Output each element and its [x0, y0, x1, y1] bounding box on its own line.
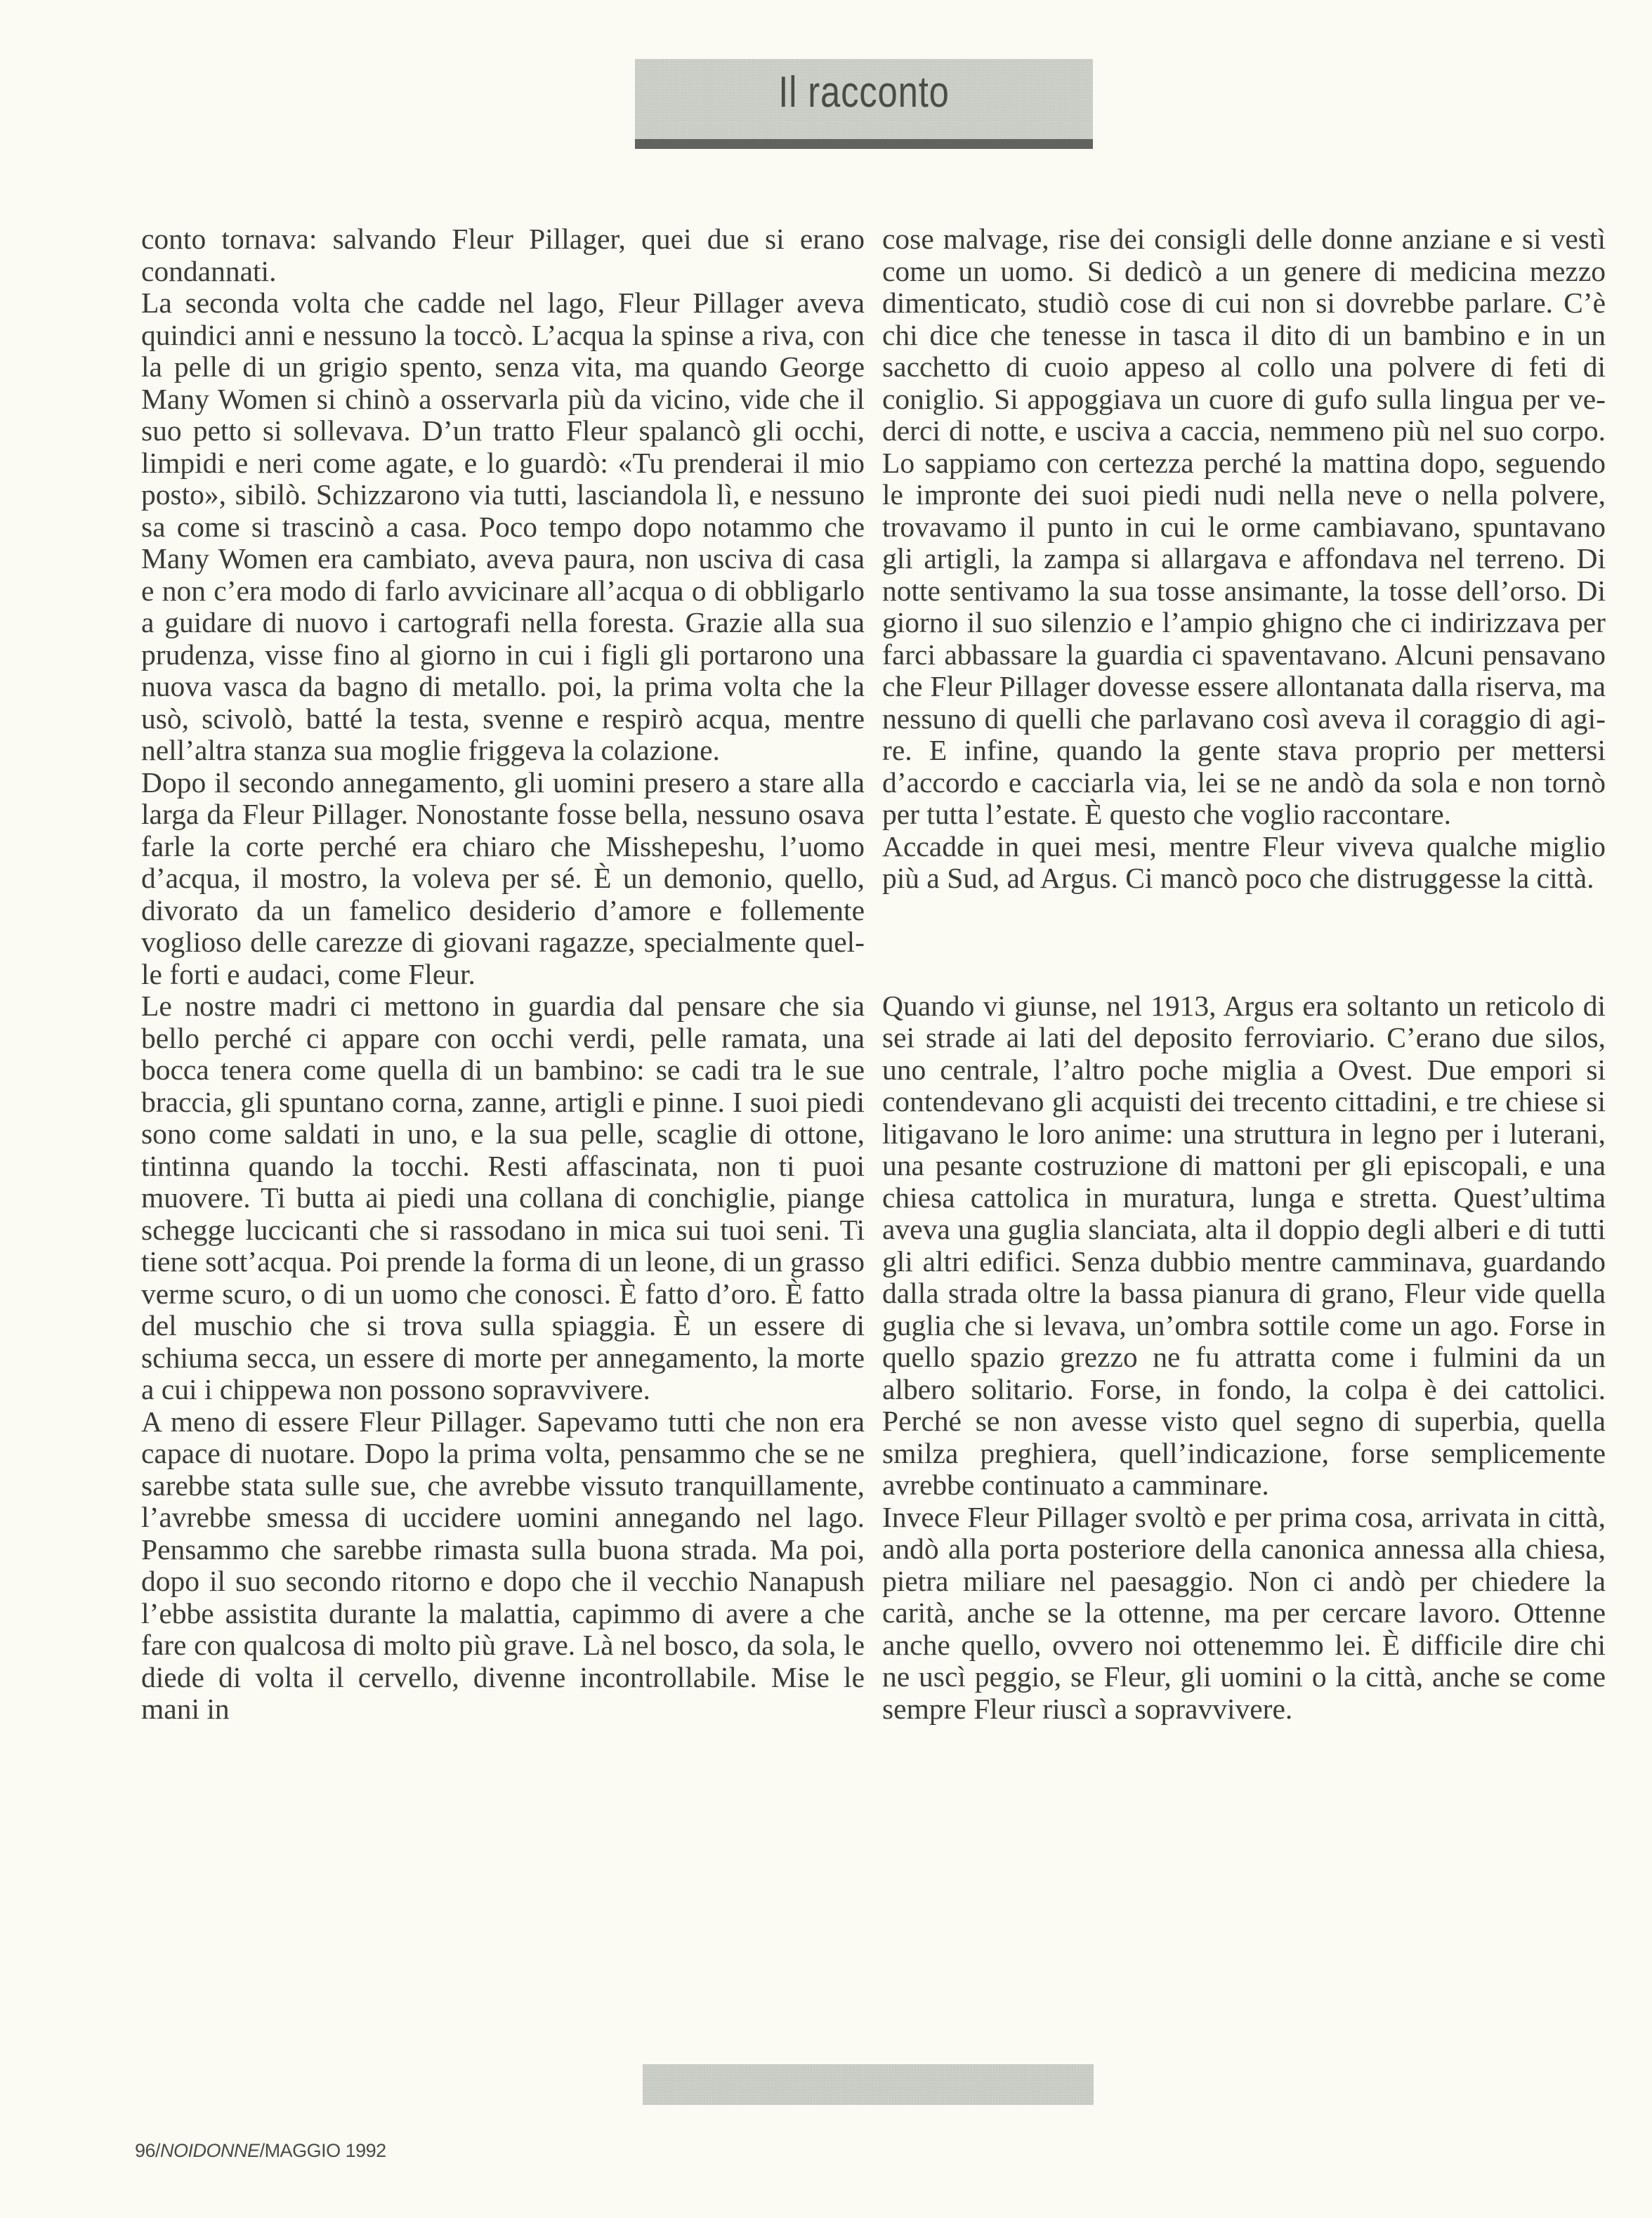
paragraph: A meno di essere Fleur Pillager. Sapevamo tutti che non era capace di nuotare. Dopo la prima volta, pensammo che se ne sarebbe stata sulle sue, che avrebbe vissuto tranquillamente, l’avrebbe smessa di uccidere uomini annegando nel lago. Pensammo che sarebbe rimasta sulla buona strada. Ma poi, dopo il suo secondo ritorno e dopo che il vecchio Nanapush l’ebbe assistita durante la malattia, capimmo di avere a che fare con qualcosa di molto più grave. Là nel bosco, da sola, le diede di volta il cervello, divenne incontrollabile. Mise le mani in	[141, 1405, 865, 1725]
left-text-column	[141, 223, 865, 1726]
section-title: Il racconto	[778, 68, 950, 117]
header-underline-rule	[635, 139, 1093, 149]
paragraph: Dopo il secondo annegamento, gli uomini presero a stare alla larga da Fleur Pillager. Nonostante fosse bella, nessuno osava farle la corte perché era chiaro che Misshepeshu, l’uomo d’acqua, il mostro, la voleva per sé. È un demonio, quello, divorato da un famelico desiderio d’amore e follemente voglioso delle carezze di giovani ragazze, specialmente quelle forti e audaci, come Fleur.	[141, 766, 865, 990]
section-header	[635, 59, 1093, 149]
decorative-bottom-bar	[643, 2064, 1094, 2105]
paragraph: conto tornava: salvando Fleur Pillager, quei due si erano condannati.	[141, 223, 865, 287]
paragraph: Accadde in quei mesi, mentre Fleur viveva qualche miglio più a Sud, ad Argus. Ci mancò poco che distruggesse la città.	[882, 829, 1606, 894]
paragraph: cose malvage, rise dei consigli delle donne anziane e si vestì come un uomo. Si dedicò a un genere di medicina mezzo dimenticato, studiò cose di cui non si dovrebbe parlare. C’è chi dice che tenesse in tasca il dito di un bambino e in un sacchetto di cuoio appeso al collo una polvere di feti di coniglio. Si appoggiava un cuore di gufo sulla lingua per vederci di notte, e usciva a caccia, nemmeno più nel suo corpo. Lo sappiamo con certezza perché la mattina dopo, seguendo le impronte dei suoi piedi nudi nella neve o nella polvere, trovavamo il punto in cui le orme cambiavano, spuntavano gli artigli, la zampa si allargava e affondava nel terreno. Di notte sentivamo la sua tosse ansimante, la tosse dell’orso. Di giorno il suo silenzio e l’ampio ghigno che ci indirizzava per farci abbassare la guardia ci spaventavano. Alcuni pensavano che Fleur Pillager dovesse essere allontanata dalla riserva, ma nessuno di quelli che parlavano così aveva il coraggio di agire. E infine, quando la gente stava proprio per mettersi d’accordo e cacciarla via, lei se ne andò da sola e non tornò per tutta l’estate. È questo che voglio raccontare.	[882, 223, 1606, 830]
right-text-column	[882, 223, 1606, 1725]
issue-date: /MAGGIO 1992	[259, 2140, 386, 2161]
paragraph: La seconda volta che cadde nel lago, Fleur Pillager aveva quindici anni e nessuno la toccò. L’acqua la spinse a riva, con la pelle di un grigio spento, senza vita, ma quando George Many Women si chinò a osservarla più da vicino, vide che il suo petto si sollevava. D’un tratto Fleur spalancò gli occhi, limpidi e neri come agate, e lo guardò: «Tu prenderai il mio posto», sibilò. Schizzarono via tutti, lasciandola lì, e nessuno sa come si trascinò a casa. Poco tempo dopo notammo che Many Women era cambiato, aveva paura, non usciva di casa e non c’era modo di farlo avvicinare all’acqua o di obbligarlo a guidare di nuovo i cartografi nella foresta. Grazie alla sua prudenza, visse fino al giorno in cui i figli gli portarono una nuova vasca da bagno di metallo. poi, la prima volta che la usò, scivolò, batté la testa, svenne e respirò acqua, mentre nell’altra stanza sua moglie friggeva la colazione.	[141, 287, 865, 766]
page-number: 96/	[135, 2140, 161, 2161]
magazine-name: NOIDONNE	[160, 2140, 260, 2161]
page-footer	[135, 2140, 386, 2162]
paragraph: Quando vi giunse, nel 1913, Argus era soltanto un reticolo di sei strade ai lati del deposito ferroviario. C’erano due silos, uno centrale, l’altro poche miglia a Ovest. Due empori si contendevano gli acquisti dei trecento cittadini, e tre chiese si litigavano le loro anime: una struttura in legno per i luterani, una pesante costruzione di mattoni per gli episcopali, e una chiesa cattolica in muratura, lunga e stretta. Quest’ultima aveva una guglia slanciata, alta il doppio degli alberi e di tutti gli altri edifici. Senza dubbio mentre camminava, guardando dalla strada oltre la bassa pianura di grano, Fleur vide quella guglia che si levava, un’ombra sottile come un ago. Forse in quello spazio grezzo ne fu attratta come i fulmini da un albero solitario. Forse, in fondo, la colpa è dei cattolici. Perché se non avesse visto quel segno di superbia, quella smilza preghiera, quell’indicazione, forse semplicemente avrebbe continuato a camminare.	[882, 989, 1606, 1501]
paragraph: Le nostre madri ci mettono in guardia dal pensare che sia bello perché ci appare con occhi verdi, pelle ramata, una bocca tenera come quella di un bambino: se cadi tra le sue braccia, gli spuntano corna, zanne, artigli e pinne. I suoi piedi sono come saldati in uno, e la sua pelle, scaglie di ottone, tintinna quando la tocchi. Resti affascinata, non ti puoi muovere. Ti butta ai piedi una collana di conchiglie, piange schegge luccicanti che si rassodano in mica sui tuoi seni. Ti tiene sott’acqua. Poi prende la forma di un leone, di un grasso verme scuro, o di un uomo che conosci. È fatto d’oro. È fatto del muschio che si trova sulla spiaggia. È un essere di schiuma secca, un essere di morte per annegamento, la morte a cui i chippewa non possono sopravvivere.	[141, 990, 865, 1405]
paragraph: Invece Fleur Pillager svoltò e per prima cosa, arrivata in città, andò alla porta posteriore della canonica annessa alla chiesa, pietra miliare nel paesaggio. Non ci andò per chiedere la carità, anche se la ottenne, ma per cercare lavoro. Ottenne anche quello, ovvero noi ottenemmo lei. È difficile dire chi ne uscì peggio, se Fleur, gli uomini o la città, anche se come sempre Fleur riuscì a sopravvivere.	[882, 1500, 1606, 1725]
section-break	[882, 895, 1606, 990]
